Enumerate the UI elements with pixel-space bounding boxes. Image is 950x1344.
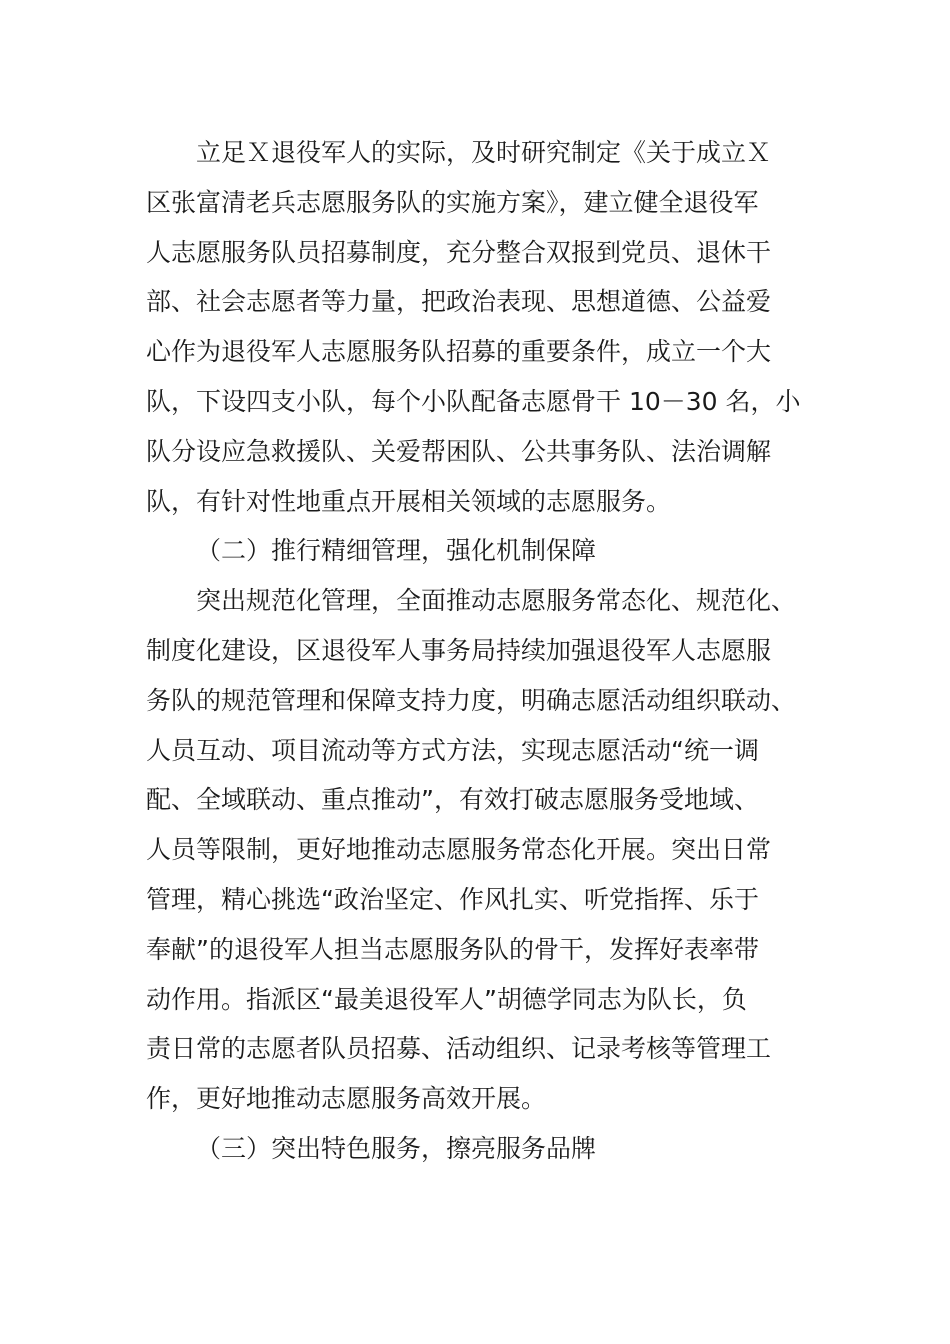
text-line: 队分设应急救援队、关爱帮困队、公共事务队、法治调解: [146, 436, 772, 466]
text-line: 责日常的志愿者队员招募、活动组织、记录考核等管理工: [146, 1034, 772, 1064]
section-heading-3: （三）突出特色服务，擦亮服务品牌: [196, 1133, 597, 1163]
text-line: 作，更好地推动志愿服务高效开展。: [146, 1084, 547, 1114]
text-line: 心作为退役军人志愿服务队招募的重要条件，成立一个大: [146, 337, 772, 367]
text-line: 队，有针对性地重点开展相关领域的志愿服务。: [146, 486, 672, 516]
text-line: 区张富清老兵志愿服务队的实施方案》，建立健全退役军: [146, 187, 759, 217]
text-line: 队，下设四支小队，每个小队配备志愿骨干 10－30 名，小: [146, 386, 801, 416]
text-line: 人志愿服务队员招募制度，充分整合双报到党员、退休干: [146, 237, 772, 267]
text-line: 突出规范化管理，全面推动志愿服务常态化、规范化、: [196, 586, 797, 616]
text-line: 制度化建设，区退役军人事务局持续加强退役军人志愿服: [146, 635, 772, 665]
text-line: 人员互动、项目流动等方式方法，实现志愿活动“统一调: [146, 735, 759, 765]
text-line: 配、全域联动、重点推动”，有效打破志愿服务受地域、: [146, 785, 759, 815]
text-line: 部、社会志愿者等力量，把政治表现、思想道德、公益爱: [146, 287, 772, 317]
text-line: 务队的规范管理和保障支持力度，明确志愿活动组织联动、: [146, 685, 797, 715]
text-line: 立足Ｘ退役军人的实际，及时研究制定《关于成立Ｘ: [196, 138, 772, 167]
document-body: [146, 128, 806, 1174]
text-line: 人员等限制，更好地推动志愿服务常态化开展。突出日常: [146, 835, 772, 865]
text-line: 管理，精心挑选“政治坚定、作风扎实、听党指挥、乐于: [146, 884, 759, 914]
paragraph-volunteer-team-setup: [146, 128, 806, 526]
paragraph-management: [146, 576, 806, 1124]
text-line: 奉献”的退役军人担当志愿服务队的骨干，发挥好表率带: [146, 934, 759, 964]
text-line: 动作用。指派区“最美退役军人”胡德学同志为队长，负: [146, 984, 747, 1014]
section-heading-2: （二）推行精细管理，强化机制保障: [196, 536, 597, 566]
